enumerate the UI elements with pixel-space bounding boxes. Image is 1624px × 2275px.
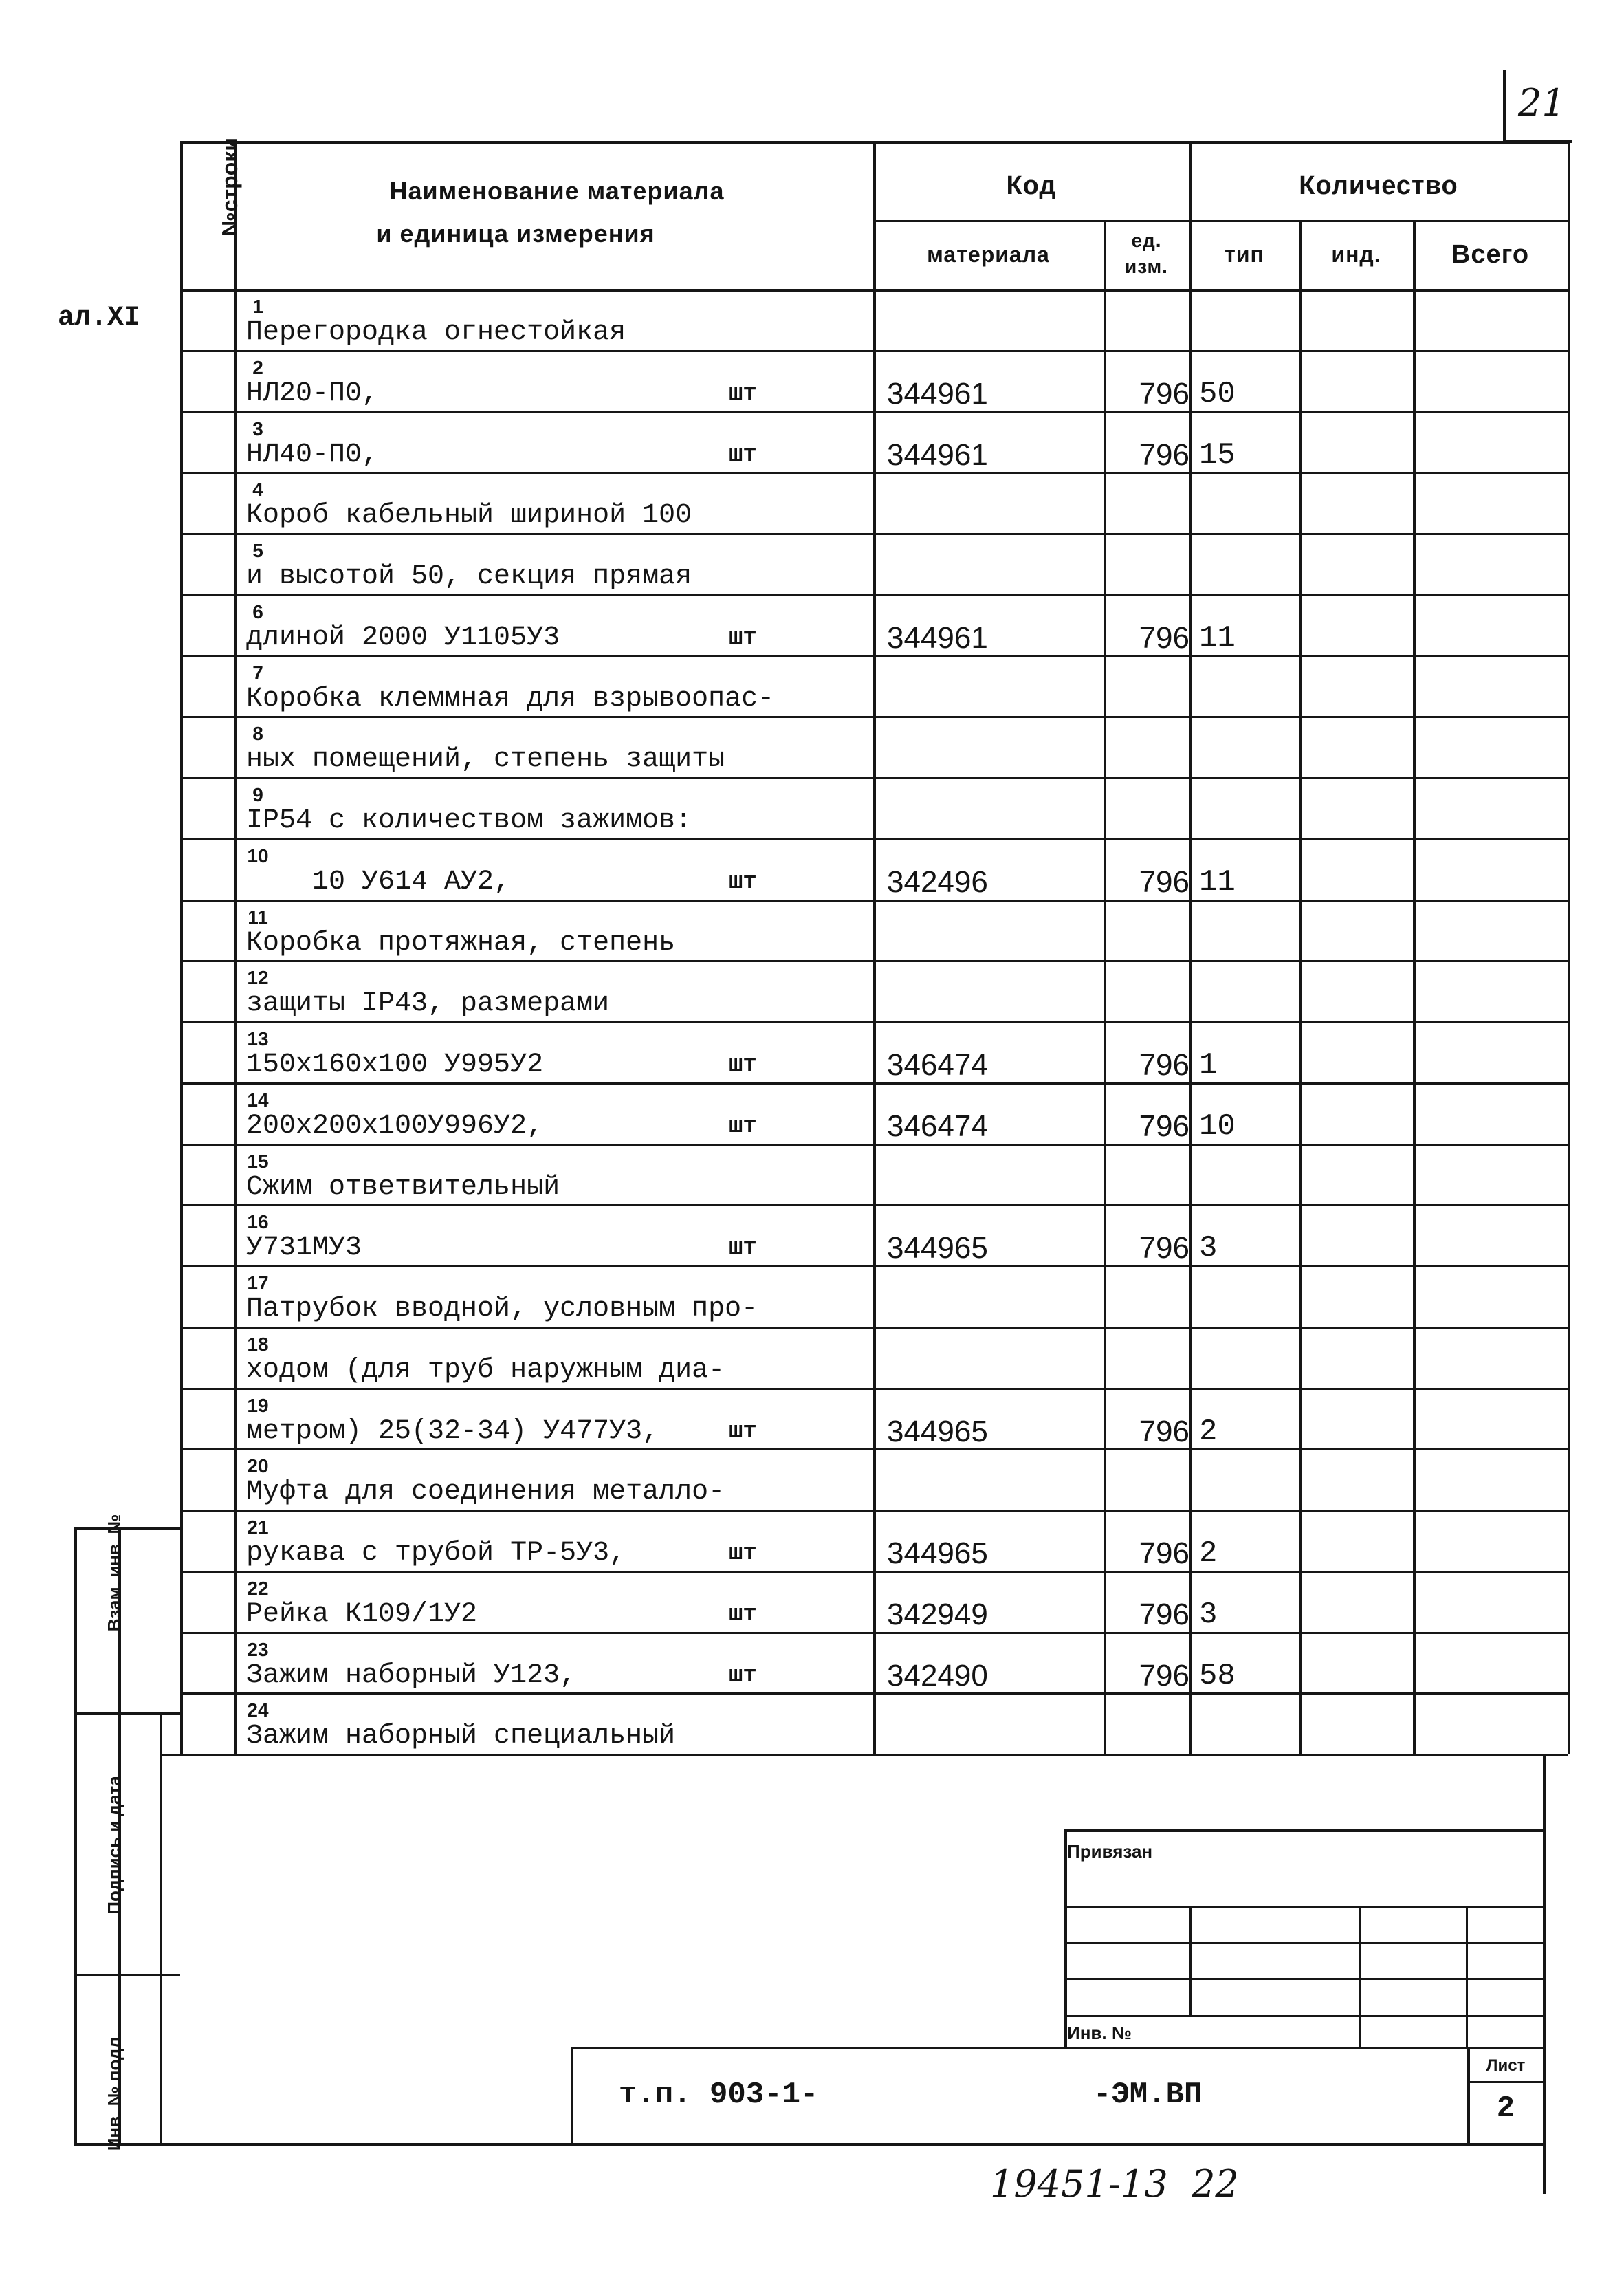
material-name: Короб кабельный шириной 100 bbox=[246, 500, 692, 531]
type-quantity bbox=[1199, 719, 1299, 788]
unit-code: 796 bbox=[1139, 376, 1189, 411]
type-quantity bbox=[1199, 536, 1299, 605]
stamp-top-rule bbox=[1064, 1829, 1546, 1832]
unit-label: шт bbox=[729, 1052, 757, 1078]
unit-code bbox=[1106, 1268, 1189, 1338]
unit-label: шт bbox=[729, 1234, 757, 1261]
unit-label bbox=[729, 780, 846, 849]
margin-frame-right bbox=[160, 1712, 162, 2146]
material-code bbox=[887, 292, 1104, 361]
type-quantity: 58 bbox=[1199, 1658, 1236, 1693]
original-inv-label: Инв. № подл. bbox=[103, 2032, 124, 2151]
unit-label: шт bbox=[729, 1662, 757, 1689]
unit-label: шт bbox=[729, 380, 757, 407]
ind-col-rule bbox=[1413, 220, 1416, 1754]
unit-code: 796 bbox=[1139, 1047, 1189, 1082]
material-name: У731МУ3 bbox=[246, 1232, 362, 1263]
unit-label bbox=[729, 658, 846, 728]
material-code bbox=[887, 902, 1104, 972]
type-quantity: 11 bbox=[1199, 864, 1236, 900]
material-name: IP54 с количеством зажимов: bbox=[246, 805, 692, 836]
unit-code bbox=[1106, 1329, 1189, 1399]
unit-label bbox=[729, 719, 846, 788]
unit-code: 796 bbox=[1139, 1414, 1189, 1448]
material-code: 344961 bbox=[887, 620, 988, 655]
unit-code bbox=[1106, 780, 1189, 849]
unit-col-rule bbox=[1189, 141, 1192, 1754]
field-right-rule bbox=[1543, 1754, 1546, 2194]
type-quantity: 3 bbox=[1199, 1230, 1218, 1265]
row-number: 23 bbox=[247, 1639, 269, 1660]
row-number: 24 bbox=[247, 1699, 269, 1721]
material-name: Перегородка огнестойкая bbox=[246, 317, 626, 348]
material-name: Коробка клеммная для взрывоопас- bbox=[246, 684, 775, 715]
unit-label bbox=[729, 902, 846, 972]
material-name: 10 У614 АУ2, bbox=[246, 867, 511, 897]
unit-label: шт bbox=[729, 624, 757, 651]
unit-label: шт bbox=[729, 1601, 757, 1628]
type-quantity: 3 bbox=[1199, 1597, 1218, 1632]
material-code bbox=[887, 780, 1104, 849]
margin-label: ал.XI bbox=[58, 303, 141, 334]
row-number: 10 bbox=[247, 845, 269, 867]
unit-label bbox=[729, 963, 846, 1032]
row-number: 7 bbox=[252, 662, 263, 684]
material-name: и высотой 50, секция прямая bbox=[246, 561, 692, 592]
row-number: 2 bbox=[252, 357, 263, 378]
row-number: 9 bbox=[252, 784, 263, 805]
unit-code bbox=[1106, 536, 1189, 605]
unit-label bbox=[729, 1329, 846, 1399]
material-name: длиной 2000 У1105У3 bbox=[246, 622, 560, 653]
right-rule bbox=[1568, 141, 1570, 1754]
unit-label bbox=[729, 1451, 846, 1521]
total-header: Всего bbox=[1451, 239, 1530, 269]
document-code-left: т.п. 903-1- bbox=[619, 2078, 819, 2112]
type-quantity: 50 bbox=[1199, 376, 1236, 411]
material-name: Зажим наборный специальный bbox=[246, 1721, 676, 1752]
quantity-header: Количество bbox=[1299, 171, 1458, 200]
type-quantity bbox=[1199, 658, 1299, 728]
signature-date-label: Подпись и дата bbox=[103, 1776, 124, 1915]
type-quantity bbox=[1199, 1451, 1299, 1521]
unit-label: шт bbox=[729, 869, 757, 895]
type-quantity: 11 bbox=[1199, 620, 1236, 655]
type-header: тип bbox=[1225, 241, 1264, 267]
material-code: 346474 bbox=[887, 1047, 988, 1082]
stamp-rule-4 bbox=[1064, 2015, 1546, 2017]
material-code: 342490 bbox=[887, 1658, 988, 1692]
unit-label: шт bbox=[729, 1113, 757, 1140]
stamp-rule-2 bbox=[1064, 1942, 1546, 1944]
type-quantity bbox=[1199, 902, 1299, 972]
unit-code bbox=[1106, 1451, 1189, 1521]
material-code bbox=[887, 963, 1104, 1032]
material-code bbox=[887, 1146, 1104, 1216]
page-number: 21 bbox=[1518, 81, 1566, 124]
type-quantity: 2 bbox=[1199, 1536, 1218, 1571]
stamp-rule-3 bbox=[1064, 1978, 1546, 1980]
row-number: 21 bbox=[247, 1516, 269, 1538]
row-number: 8 bbox=[252, 723, 263, 744]
row-number: 19 bbox=[247, 1395, 269, 1416]
unit-code bbox=[1106, 902, 1189, 972]
material-code bbox=[887, 658, 1104, 728]
unit-label: шт bbox=[729, 442, 757, 468]
row-number: 20 bbox=[247, 1455, 269, 1477]
material-code-header: материала bbox=[927, 241, 1050, 267]
material-code: 344961 bbox=[887, 437, 988, 472]
type-quantity bbox=[1199, 963, 1299, 1032]
type-quantity bbox=[1199, 292, 1299, 361]
material-code bbox=[887, 1329, 1104, 1399]
row-number: 18 bbox=[247, 1334, 269, 1355]
row-number: 1 bbox=[252, 296, 263, 317]
row-number: 5 bbox=[252, 540, 263, 561]
bound-label: Привязан bbox=[1067, 1840, 1153, 1862]
material-code: 342496 bbox=[887, 864, 988, 899]
unit-label: шт bbox=[729, 1540, 757, 1567]
material-name: 150х160х100 У995У2 bbox=[246, 1049, 544, 1080]
unit-code-header-2: изм. bbox=[1125, 256, 1168, 277]
material-code bbox=[887, 475, 1104, 544]
type-quantity bbox=[1199, 1146, 1299, 1216]
unit-label bbox=[729, 1268, 846, 1338]
title-block-top-rule bbox=[571, 2047, 1546, 2049]
material-code bbox=[887, 1451, 1104, 1521]
bottom-frame-rule bbox=[74, 2143, 1546, 2146]
unit-code-header-1: ед. bbox=[1131, 230, 1162, 251]
type-quantity bbox=[1199, 780, 1299, 849]
unit-code: 796 bbox=[1139, 1597, 1189, 1631]
unit-code: 796 bbox=[1139, 864, 1189, 899]
stamp-rule-1 bbox=[1064, 1906, 1546, 1908]
unit-label: шт bbox=[729, 1418, 757, 1445]
material-name: Коробка протяжная, степень bbox=[246, 928, 676, 959]
handwritten-footer: 19451-13 22 bbox=[990, 2162, 1239, 2206]
stamp-inv-label: Инв. № bbox=[1067, 2022, 1132, 2043]
unit-code: 796 bbox=[1139, 1230, 1189, 1265]
type-quantity: 10 bbox=[1199, 1109, 1236, 1144]
stamp-col-2 bbox=[1359, 1906, 1361, 2049]
name-col-rule bbox=[873, 141, 876, 1754]
replaced-inv-label: Взам. инв. № bbox=[103, 1514, 124, 1632]
unit-code bbox=[1106, 292, 1189, 361]
row-number-header: №строки bbox=[217, 138, 242, 237]
unit-code bbox=[1106, 719, 1189, 788]
material-name: Зажим наборный У123, bbox=[246, 1660, 577, 1691]
material-code: 342949 bbox=[887, 1597, 988, 1631]
material-code: 344961 bbox=[887, 376, 988, 411]
stamp-col-1 bbox=[1189, 1906, 1192, 2016]
material-code bbox=[887, 1268, 1104, 1338]
unit-code bbox=[1106, 963, 1189, 1032]
material-name: Рейка К109/1У2 bbox=[246, 1599, 478, 1630]
type-quantity: 15 bbox=[1199, 437, 1236, 472]
field-top-rule bbox=[162, 1754, 1544, 1756]
row-number: 13 bbox=[247, 1028, 269, 1049]
margin-frame-divider-2 bbox=[74, 1974, 180, 1976]
row-number: 15 bbox=[247, 1151, 269, 1172]
type-quantity: 2 bbox=[1199, 1414, 1218, 1449]
unit-code: 796 bbox=[1139, 1536, 1189, 1570]
name-header-line2: и единица измерения bbox=[376, 219, 655, 248]
unit-code bbox=[1106, 658, 1189, 728]
type-quantity bbox=[1199, 1268, 1299, 1338]
material-code: 344965 bbox=[887, 1536, 988, 1570]
material-name: ходом (для труб наружным диа- bbox=[246, 1355, 725, 1386]
sheet-box-left-rule bbox=[1467, 2047, 1470, 2146]
material-name: НЛ20-П0, bbox=[246, 378, 379, 409]
unit-code: 796 bbox=[1139, 1658, 1189, 1692]
document-code-right: -ЭМ.ВП bbox=[1093, 2078, 1203, 2112]
row-number: 12 bbox=[247, 967, 269, 988]
left-rule bbox=[180, 141, 183, 1754]
title-block-left-rule bbox=[571, 2047, 573, 2146]
type-quantity bbox=[1199, 1329, 1299, 1399]
row-number: 3 bbox=[252, 418, 263, 439]
row-number: 4 bbox=[252, 479, 263, 500]
material-name: НЛ40-П0, bbox=[246, 439, 379, 470]
material-code: 344965 bbox=[887, 1230, 988, 1265]
subheader-rule bbox=[873, 220, 1568, 222]
stamp-col-3 bbox=[1466, 1906, 1468, 2049]
material-name: Сжим ответвительный bbox=[246, 1172, 560, 1203]
unit-label bbox=[729, 292, 846, 361]
unit-label bbox=[729, 1146, 846, 1216]
type-quantity: 1 bbox=[1199, 1047, 1218, 1082]
row-number: 22 bbox=[247, 1578, 269, 1599]
material-name: защиты IP43, размерами bbox=[246, 988, 610, 1019]
material-code: 346474 bbox=[887, 1109, 988, 1143]
unit-code: 796 bbox=[1139, 437, 1189, 472]
margin-frame-left bbox=[74, 1527, 77, 2146]
unit-code: 796 bbox=[1139, 1109, 1189, 1143]
code-header: Код bbox=[1006, 171, 1057, 200]
material-name: метром) 25(32-34) У477У3, bbox=[246, 1416, 659, 1447]
individual-header: инд. bbox=[1331, 241, 1381, 267]
type-quantity bbox=[1199, 475, 1299, 544]
row-number: 17 bbox=[247, 1272, 269, 1294]
unit-label bbox=[729, 536, 846, 605]
name-header-line1: Наименование материала bbox=[389, 177, 725, 205]
type-col-rule bbox=[1299, 220, 1302, 1754]
row-number: 6 bbox=[252, 601, 263, 622]
unit-code bbox=[1106, 475, 1189, 544]
row-number: 11 bbox=[248, 906, 268, 928]
material-code bbox=[887, 719, 1104, 788]
sheet-box-divider bbox=[1467, 2081, 1546, 2083]
margin-frame-divider-1 bbox=[74, 1712, 180, 1715]
row-number: 16 bbox=[247, 1211, 269, 1232]
material-name: ных помещений, степень защиты bbox=[246, 744, 725, 775]
unit-code bbox=[1106, 1146, 1189, 1216]
unit-label bbox=[729, 475, 846, 544]
material-code bbox=[887, 536, 1104, 605]
material-name: рукава с трубой ТР-5У3, bbox=[246, 1538, 626, 1569]
sheet-number: 2 bbox=[1496, 2091, 1515, 2126]
material-name: 200х200х100У996У2, bbox=[246, 1111, 544, 1142]
row-number: 14 bbox=[247, 1089, 269, 1111]
sheet-label: Лист bbox=[1486, 2056, 1526, 2075]
material-code: 344965 bbox=[887, 1414, 988, 1448]
material-name: Патрубок вводной, условным про- bbox=[246, 1294, 758, 1325]
unit-code: 796 bbox=[1139, 620, 1189, 655]
material-name: Муфта для соединения металло- bbox=[246, 1477, 725, 1507]
